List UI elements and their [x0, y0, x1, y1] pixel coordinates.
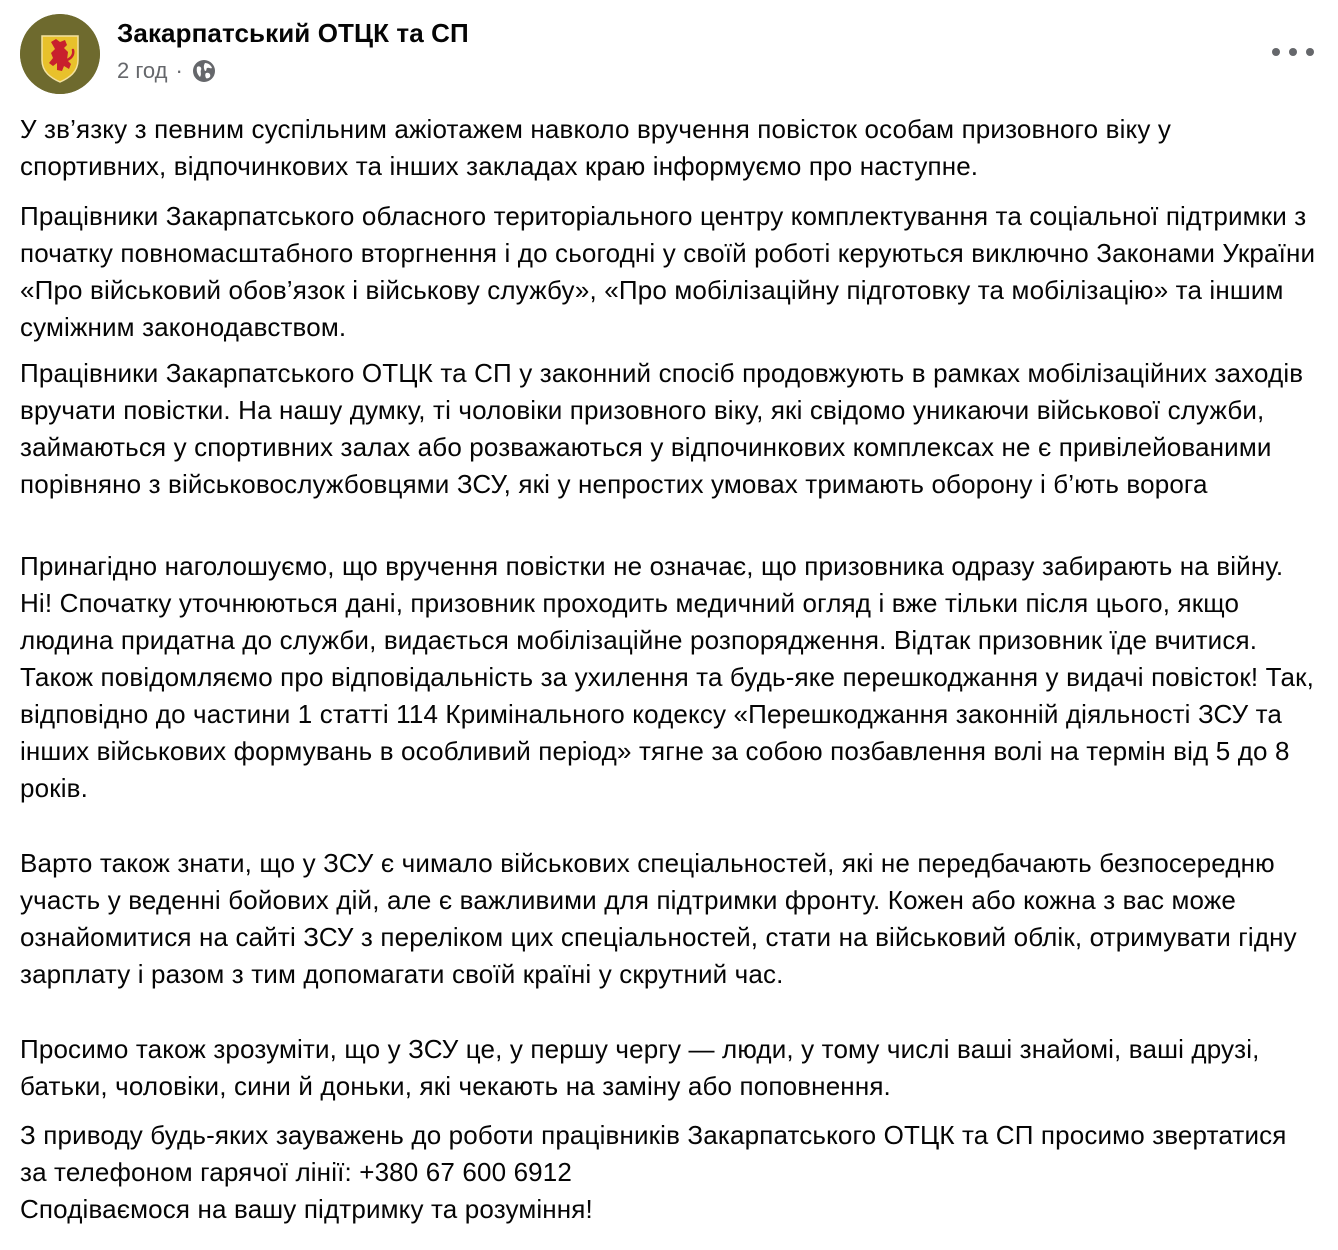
post-header: [20, 14, 1318, 84]
post-paragraph: З приводу будь-яких зауважень до роботи працівників Закарпатського ОТЦК та СП просимо звертатися за телефоном гарячої лінії: +380 67 600 6912 Сподіваємося на вашу підтримку та розуміння!: [20, 1120, 1287, 1224]
post-time[interactable]: 2 год: [117, 58, 168, 83]
more-options-icon[interactable]: [1272, 40, 1314, 64]
avatar[interactable]: [20, 14, 100, 94]
coat-of-arms-lion-icon: [20, 14, 100, 94]
author-name[interactable]: Закарпатський ОТЦК та СП: [117, 18, 469, 48]
meta-separator: ·: [175, 58, 183, 83]
post-paragraph: Принагідно наголошуємо, що вручення повістки не означає, що призовника одразу забирають на війну. Ні! Спочатку уточнюються дані, призовник проходить медичний огляд і вже тільки після цього, якщо людина придатна до служби, видається мобілізаційне розпорядження. Відтак призовник їде вчитися. Також повідомляємо про відповідальність за ухилення та будь-яке перешкоджання у видачі повісток! Так, відповідно до частини 1 статті 114 Кримінального кодексу «Перешкоджання законній діяльності ЗСУ та інших військових формувань в особливий період» тягне за собою позбавлення волі на термін від 5 до 8 років.: [20, 551, 1314, 803]
post-paragraph: Працівники Закарпатського обласного територіального центру комплектування та соціальної підтримки з початку повномасштабного вторгнення і до сьогодні у своїй роботі керуються виключно Законами України «Про військовий обов’язок і військову службу», «Про мобілізаційну підготовку та мобілізацію» та іншим суміжним законодавством.: [20, 201, 1316, 342]
post-paragraph: У зв’язку з певним суспільним ажіотажем навколо вручення повісток особам призовного віку у спортивних, відпочинкових та інших закладах краю інформуємо про наступне.: [20, 114, 1171, 181]
post-paragraph: Працівники Закарпатського ОТЦК та СП у законний спосіб продовжують в рамках мобілізаційних заходів вручати повістки. На нашу думку, ті чоловіки призовного віку, які свідомо уникаючи військової служби, займаються у спортивних залах або розважаються у відпочинкових комплексах не є привілейованими порівняно з військовослужбовцями ЗСУ, які у непростих умовах тримають оборону і б’ють ворога: [20, 358, 1304, 499]
globe-icon[interactable]: [192, 59, 216, 83]
more-dot: [1306, 48, 1314, 56]
more-dot: [1272, 48, 1280, 56]
more-dot: [1289, 48, 1297, 56]
post-meta: [117, 58, 216, 84]
post-paragraph: Варто також знати, що у ЗСУ є чимало військових спеціальностей, які не передбачають безпосередню участь у веденні бойових дій, але є важливими для підтримки фронту. Кожен або кожна з вас може ознайомитися на сайті ЗСУ з переліком цих спеціальностей, стати на військовий облік, отримувати гідну зарплату і разом з тим допомагати своїй країні у скрутний час.: [20, 848, 1297, 989]
post-paragraph: Просимо також зрозуміти, що у ЗСУ це, у першу чергу — люди, у тому числі ваші знайомі, ваші друзі, батьки, чоловіки, сини й доньки, які чекають на заміну або поповнення.: [20, 1034, 1260, 1101]
